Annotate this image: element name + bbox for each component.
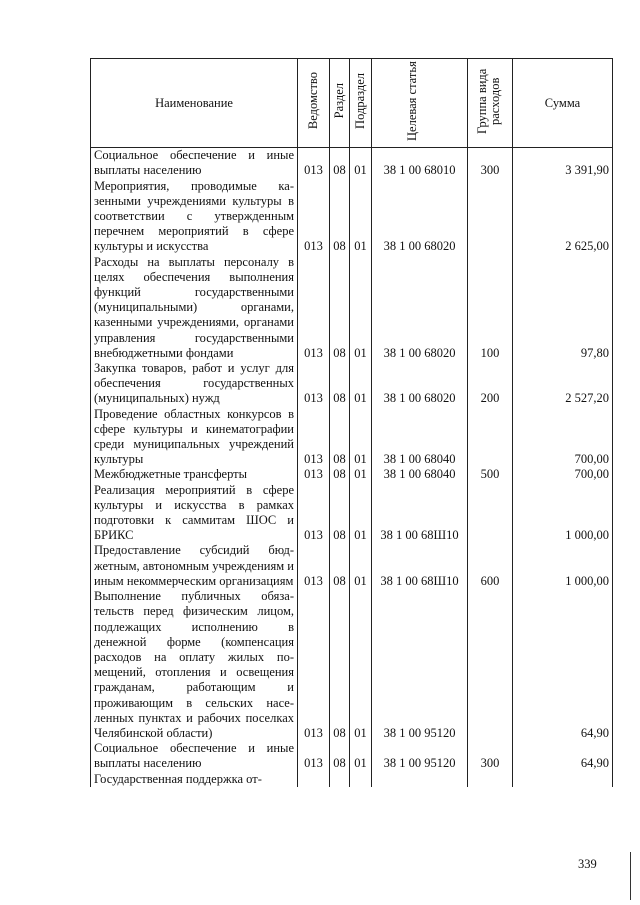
header-summa: Сумма [513, 59, 613, 148]
cell-celevaya: 38 1 00 68020 [372, 179, 468, 255]
cell-ved: 013 [298, 407, 330, 468]
cell-name: Межбюджетные трансферты [91, 467, 298, 482]
cell-ved: 013 [298, 741, 330, 771]
header-gruppa-cell [468, 59, 513, 148]
cell-razdel: 08 [330, 179, 350, 255]
cell-razdel: 08 [330, 589, 350, 741]
cell-summa: 64,90 [513, 589, 613, 741]
cell-podrazdel: 01 [350, 589, 372, 741]
header-celevaya-cell [372, 59, 468, 148]
cell-celevaya [372, 772, 468, 787]
header-name: Наименование [91, 59, 298, 148]
cell-gruppa: 500 [468, 467, 513, 482]
cell-name: Государственная поддержка от- [91, 772, 298, 787]
header-podrazdel: Подраздел [353, 73, 367, 129]
cell-name: Реализация мероприятий в сфере культуры и искусства в рамках подготовки к саммитам ШОС и БРИКС [91, 483, 298, 544]
cell-ved [298, 772, 330, 787]
header-podrazdel-cell [350, 59, 372, 148]
table-row [91, 361, 613, 407]
cell-summa: 700,00 [513, 467, 613, 482]
cell-summa: 2 527,20 [513, 361, 613, 407]
cell-ved: 013 [298, 589, 330, 741]
table-row [91, 772, 613, 787]
cell-podrazdel: 01 [350, 148, 372, 179]
cell-podrazdel: 01 [350, 255, 372, 361]
cell-summa: 97,80 [513, 255, 613, 361]
cell-razdel: 08 [330, 407, 350, 468]
table-row [91, 483, 613, 544]
cell-summa: 2 625,00 [513, 179, 613, 255]
cell-podrazdel: 01 [350, 361, 372, 407]
cell-razdel: 08 [330, 148, 350, 179]
cell-gruppa: 300 [468, 148, 513, 179]
cell-celevaya: 38 1 00 68040 [372, 407, 468, 468]
cell-celevaya: 38 1 00 68020 [372, 361, 468, 407]
cell-summa: 1 000,00 [513, 483, 613, 544]
cell-ved: 013 [298, 361, 330, 407]
cell-celevaya: 38 1 00 68010 [372, 148, 468, 179]
cell-name: Расходы на выплаты персоналу в целях обеспечения выполнения функций государственными (муниципальными) органами, казенными учреждениями, органами управления государственными внебюджетными фондами [91, 255, 298, 361]
header-celevaya: Целевая статья [404, 61, 419, 141]
cell-ved: 013 [298, 543, 330, 589]
page-number: 339 [578, 857, 597, 871]
table-row [91, 589, 613, 741]
cell-gruppa [468, 407, 513, 468]
budget-table [90, 58, 613, 787]
cell-summa: 700,00 [513, 407, 613, 468]
header-gruppa: Группа вида расходов [475, 68, 502, 134]
cell-razdel: 08 [330, 543, 350, 589]
table-row [91, 255, 613, 361]
cell-razdel: 08 [330, 361, 350, 407]
table-row [91, 407, 613, 468]
cell-celevaya: 38 1 00 68020 [372, 255, 468, 361]
cell-celevaya: 38 1 00 95120 [372, 589, 468, 741]
cell-name: Предоставление субсидий бюджетным, автономным учреждениям и иным некоммерческим организациям [91, 543, 298, 589]
cell-summa [513, 772, 613, 787]
cell-gruppa [468, 179, 513, 255]
cell-podrazdel: 01 [350, 179, 372, 255]
cell-razdel [330, 772, 350, 787]
cell-gruppa [468, 483, 513, 544]
cell-name: Проведение областных конкурсов в сфере культуры и кинематографии среди муниципальных учреждений культуры [91, 407, 298, 468]
table-row [91, 467, 613, 482]
cell-summa: 64,90 [513, 741, 613, 771]
cell-name: Закупка товаров, работ и услуг для обеспечения государственных (муниципальных) нужд [91, 361, 298, 407]
cell-summa: 1 000,00 [513, 543, 613, 589]
table-row [91, 741, 613, 771]
cell-gruppa [468, 589, 513, 741]
cell-name: Выполнение публичных обязательств перед физическим лицом, подлежащих исполнению в денежной форме (компенсация расходов на оплату жилых помещений, отопления и освещения гражданам, работающим и проживающим в сельских населенных пунктах и рабочих поселках Челябинской области) [91, 589, 298, 741]
cell-razdel: 08 [330, 741, 350, 771]
cell-podrazdel: 01 [350, 543, 372, 589]
cell-celevaya: 38 1 00 68040 [372, 467, 468, 482]
table-row [91, 179, 613, 255]
table-header-row [91, 59, 613, 148]
cell-podrazdel: 01 [350, 483, 372, 544]
cell-razdel: 08 [330, 483, 350, 544]
cell-podrazdel: 01 [350, 407, 372, 468]
header-ved: Ведомство [306, 72, 320, 130]
header-razdel-cell [330, 59, 350, 148]
cell-razdel: 08 [330, 467, 350, 482]
cell-ved: 013 [298, 255, 330, 361]
table-body [91, 148, 613, 787]
cell-gruppa: 100 [468, 255, 513, 361]
cell-podrazdel [350, 772, 372, 787]
cell-summa: 3 391,90 [513, 148, 613, 179]
cell-podrazdel: 01 [350, 741, 372, 771]
cell-name: Мероприятия, проводимые казенными учреждениями культуры в соответствии с утвержденным перечнем мероприятий в сфере культуры и искусства [91, 179, 298, 255]
cell-ved: 013 [298, 179, 330, 255]
cell-gruppa: 200 [468, 361, 513, 407]
cell-celevaya: 38 1 00 95120 [372, 741, 468, 771]
margin-rule [630, 852, 631, 900]
cell-name: Социальное обеспечение и иные выплаты населению [91, 741, 298, 771]
cell-celevaya: 38 1 00 68Ш10 [372, 483, 468, 544]
cell-name: Социальное обеспечение и иные выплаты населению [91, 148, 298, 179]
cell-ved: 013 [298, 483, 330, 544]
cell-razdel: 08 [330, 255, 350, 361]
cell-celevaya: 38 1 00 68Ш10 [372, 543, 468, 589]
table-row [91, 148, 613, 179]
cell-ved: 013 [298, 148, 330, 179]
table-row [91, 543, 613, 589]
header-ved-cell [298, 59, 330, 148]
cell-gruppa: 300 [468, 741, 513, 771]
cell-podrazdel: 01 [350, 467, 372, 482]
cell-gruppa: 600 [468, 543, 513, 589]
cell-ved: 013 [298, 467, 330, 482]
cell-gruppa [468, 772, 513, 787]
header-razdel: Раздел [332, 83, 346, 119]
